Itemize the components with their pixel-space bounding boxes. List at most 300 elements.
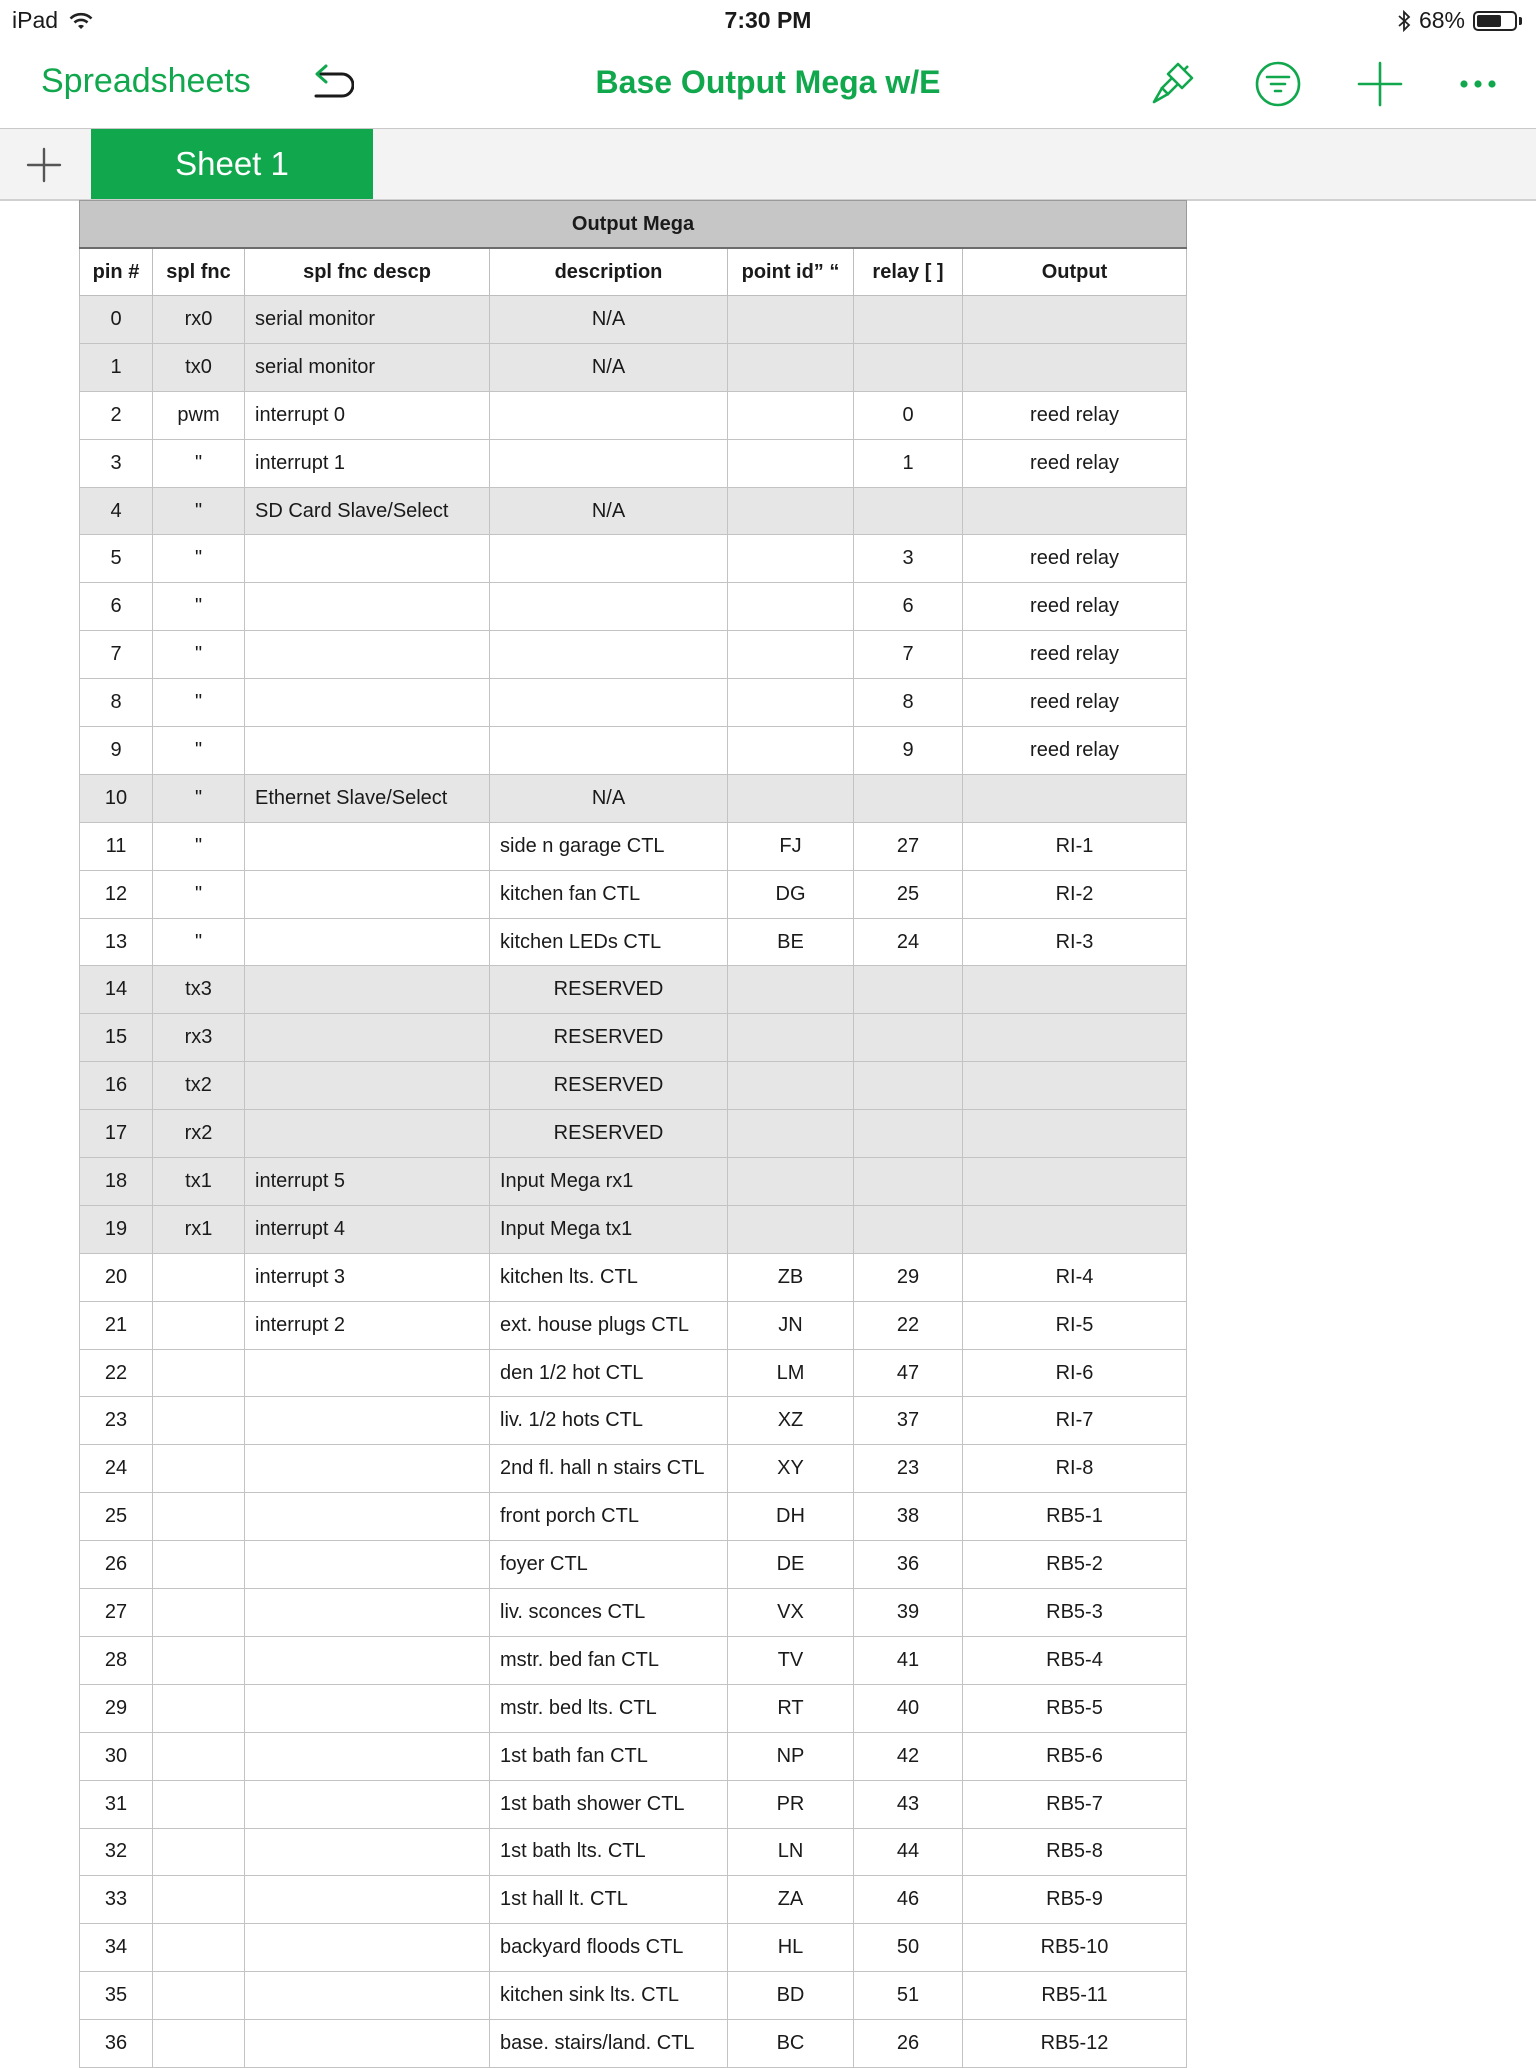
cell-point-id[interactable]: XZ	[728, 1397, 854, 1445]
cell-output[interactable]: reed relay	[963, 439, 1187, 487]
cell-point-id[interactable]	[728, 631, 854, 679]
cell-pin[interactable]: 6	[80, 583, 153, 631]
table-row	[80, 1732, 1187, 1780]
cell-point-id[interactable]: LM	[728, 1349, 854, 1397]
cell-description[interactable]: RESERVED	[490, 966, 728, 1014]
table-row	[80, 918, 1187, 966]
table-body	[80, 296, 1187, 2068]
cell-relay[interactable]: 43	[854, 1780, 963, 1828]
cell-output[interactable]	[963, 1205, 1187, 1253]
table-row	[80, 1493, 1187, 1541]
cell-spl-fnc[interactable]: tx1	[153, 1158, 245, 1206]
spreadsheets-back-button[interactable]: Spreadsheets	[41, 62, 251, 100]
cell-output[interactable]	[963, 774, 1187, 822]
cell-spl-fnc[interactable]	[153, 1876, 245, 1924]
add-icon[interactable]	[1354, 58, 1406, 110]
header-description[interactable]: description	[490, 248, 728, 296]
cell-spl-fnc-descp[interactable]	[245, 1924, 490, 1972]
cell-spl-fnc[interactable]: "	[153, 774, 245, 822]
cell-pin[interactable]: 21	[80, 1301, 153, 1349]
cell-spl-fnc[interactable]	[153, 1589, 245, 1637]
cell-relay[interactable]: 9	[854, 727, 963, 775]
cell-spl-fnc[interactable]: "	[153, 870, 245, 918]
header-pin[interactable]: pin #	[80, 248, 153, 296]
cell-point-id[interactable]	[728, 1158, 854, 1206]
header-relay[interactable]: relay [ ]	[854, 248, 963, 296]
cell-spl-fnc[interactable]	[153, 1253, 245, 1301]
cell-spl-fnc[interactable]	[153, 2020, 245, 2068]
cell-pin[interactable]: 12	[80, 870, 153, 918]
cell-spl-fnc[interactable]	[153, 1301, 245, 1349]
cell-spl-fnc-descp[interactable]	[245, 679, 490, 727]
cell-spl-fnc-descp[interactable]	[245, 1684, 490, 1732]
table-row	[80, 535, 1187, 583]
cell-spl-fnc-descp[interactable]	[245, 1397, 490, 1445]
cell-point-id[interactable]	[728, 535, 854, 583]
cell-pin[interactable]: 36	[80, 2020, 153, 2068]
cell-spl-fnc[interactable]: "	[153, 631, 245, 679]
cell-description[interactable]: kitchen LEDs CTL	[490, 918, 728, 966]
cell-output[interactable]: RB5-5	[963, 1684, 1187, 1732]
cell-point-id[interactable]: RT	[728, 1684, 854, 1732]
cell-spl-fnc-descp[interactable]: serial monitor	[245, 296, 490, 344]
cell-description[interactable]: foyer CTL	[490, 1541, 728, 1589]
cell-point-id[interactable]: TV	[728, 1636, 854, 1684]
cell-description[interactable]: 1st hall lt. CTL	[490, 1876, 728, 1924]
table-row	[80, 1684, 1187, 1732]
cell-spl-fnc-descp[interactable]: Ethernet Slave/Select	[245, 774, 490, 822]
cell-point-id[interactable]: DE	[728, 1541, 854, 1589]
table-row	[80, 296, 1187, 344]
cell-relay[interactable]	[854, 774, 963, 822]
cell-spl-fnc-descp[interactable]	[245, 2020, 490, 2068]
cell-spl-fnc[interactable]	[153, 1397, 245, 1445]
cell-description[interactable]: RESERVED	[490, 1062, 728, 1110]
cell-spl-fnc[interactable]: tx0	[153, 343, 245, 391]
cell-spl-fnc-descp[interactable]	[245, 1445, 490, 1493]
status-time: 7:30 PM	[724, 7, 812, 33]
cell-pin[interactable]: 28	[80, 1636, 153, 1684]
cell-pin[interactable]: 22	[80, 1349, 153, 1397]
cell-description[interactable]: kitchen lts. CTL	[490, 1253, 728, 1301]
cell-point-id[interactable]: BC	[728, 2020, 854, 2068]
cell-pin[interactable]: 31	[80, 1780, 153, 1828]
cell-point-id[interactable]	[728, 1110, 854, 1158]
cell-description[interactable]	[490, 679, 728, 727]
cell-spl-fnc[interactable]: pwm	[153, 391, 245, 439]
cell-relay[interactable]: 37	[854, 1397, 963, 1445]
table-row	[80, 1972, 1187, 2020]
cell-spl-fnc-descp[interactable]	[245, 583, 490, 631]
cell-spl-fnc[interactable]: tx3	[153, 966, 245, 1014]
cell-pin[interactable]: 8	[80, 679, 153, 727]
cell-point-id[interactable]	[728, 1205, 854, 1253]
cell-output[interactable]: RB5-8	[963, 1828, 1187, 1876]
cell-relay[interactable]: 22	[854, 1301, 963, 1349]
cell-spl-fnc[interactable]: "	[153, 918, 245, 966]
cell-relay[interactable]	[854, 343, 963, 391]
cell-description[interactable]: side n garage CTL	[490, 822, 728, 870]
cell-description[interactable]: N/A	[490, 296, 728, 344]
cell-spl-fnc-descp[interactable]: interrupt 1	[245, 439, 490, 487]
cell-pin[interactable]: 34	[80, 1924, 153, 1972]
table-row	[80, 1780, 1187, 1828]
cell-spl-fnc-descp[interactable]	[245, 1014, 490, 1062]
cell-relay[interactable]: 40	[854, 1684, 963, 1732]
table-row	[80, 1397, 1187, 1445]
cell-point-id[interactable]: NP	[728, 1732, 854, 1780]
cell-output[interactable]: RI-5	[963, 1301, 1187, 1349]
cell-description[interactable]	[490, 631, 728, 679]
cell-description[interactable]	[490, 583, 728, 631]
undo-icon[interactable]	[306, 62, 354, 108]
battery-percent: 68%	[1418, 7, 1465, 33]
cell-point-id[interactable]: XY	[728, 1445, 854, 1493]
cell-point-id[interactable]: ZB	[728, 1253, 854, 1301]
cell-spl-fnc-descp[interactable]	[245, 1636, 490, 1684]
cell-spl-fnc[interactable]: "	[153, 487, 245, 535]
cell-spl-fnc-descp[interactable]: interrupt 2	[245, 1301, 490, 1349]
cell-point-id[interactable]: LN	[728, 1828, 854, 1876]
tab-sheet-1[interactable]: Sheet 1	[91, 129, 373, 199]
cell-output[interactable]: RB5-12	[963, 2020, 1187, 2068]
cell-output[interactable]	[963, 1014, 1187, 1062]
cell-spl-fnc-descp[interactable]	[245, 1349, 490, 1397]
cell-output[interactable]: RI-3	[963, 918, 1187, 966]
cell-spl-fnc-descp[interactable]	[245, 631, 490, 679]
table-row	[80, 679, 1187, 727]
cell-output[interactable]: RI-6	[963, 1349, 1187, 1397]
battery-level	[1477, 15, 1501, 27]
cell-relay[interactable]: 0	[854, 391, 963, 439]
cell-description[interactable]: backyard floods CTL	[490, 1924, 728, 1972]
cell-point-id[interactable]	[728, 727, 854, 775]
header-spl-fnc[interactable]: spl fnc	[153, 248, 245, 296]
cell-description[interactable]: liv. sconces CTL	[490, 1589, 728, 1637]
cell-spl-fnc-descp[interactable]	[245, 1062, 490, 1110]
cell-point-id[interactable]	[728, 774, 854, 822]
cell-point-id[interactable]	[728, 487, 854, 535]
cell-spl-fnc[interactable]: rx1	[153, 1205, 245, 1253]
cell-spl-fnc-descp[interactable]: interrupt 4	[245, 1205, 490, 1253]
cell-output[interactable]: reed relay	[963, 583, 1187, 631]
cell-point-id[interactable]	[728, 1014, 854, 1062]
cell-spl-fnc-descp[interactable]	[245, 1493, 490, 1541]
output-mega-table	[79, 200, 1187, 2068]
cell-relay[interactable]	[854, 487, 963, 535]
cell-output[interactable]: RB5-3	[963, 1589, 1187, 1637]
cell-spl-fnc-descp[interactable]	[245, 1876, 490, 1924]
cell-spl-fnc[interactable]: rx3	[153, 1014, 245, 1062]
status-bar	[0, 0, 1536, 40]
cell-point-id[interactable]: JN	[728, 1301, 854, 1349]
device-name: iPad	[12, 7, 59, 33]
cell-relay[interactable]: 3	[854, 535, 963, 583]
cell-pin[interactable]: 26	[80, 1541, 153, 1589]
cell-relay[interactable]: 51	[854, 1972, 963, 2020]
cell-description[interactable]: N/A	[490, 774, 728, 822]
cell-relay[interactable]: 42	[854, 1732, 963, 1780]
cell-output[interactable]	[963, 1110, 1187, 1158]
cell-relay[interactable]: 6	[854, 583, 963, 631]
cell-output[interactable]	[963, 487, 1187, 535]
cell-relay[interactable]: 47	[854, 1349, 963, 1397]
cell-spl-fnc-descp[interactable]	[245, 870, 490, 918]
cell-pin[interactable]: 30	[80, 1732, 153, 1780]
cell-pin[interactable]: 11	[80, 822, 153, 870]
table-row	[80, 1445, 1187, 1493]
cell-pin[interactable]: 13	[80, 918, 153, 966]
cell-description[interactable]	[490, 727, 728, 775]
cell-spl-fnc-descp[interactable]: interrupt 5	[245, 1158, 490, 1206]
add-sheet-icon[interactable]	[18, 143, 70, 187]
cell-point-id[interactable]	[728, 296, 854, 344]
cell-spl-fnc-descp[interactable]	[245, 1780, 490, 1828]
cell-output[interactable]: RB5-11	[963, 1972, 1187, 2020]
cell-output[interactable]: reed relay	[963, 679, 1187, 727]
cell-point-id[interactable]	[728, 343, 854, 391]
cell-point-id[interactable]	[728, 1062, 854, 1110]
cell-point-id[interactable]: PR	[728, 1780, 854, 1828]
cell-spl-fnc-descp[interactable]	[245, 1732, 490, 1780]
cell-pin[interactable]: 4	[80, 487, 153, 535]
cell-spl-fnc-descp[interactable]	[245, 1110, 490, 1158]
filter-icon[interactable]	[1252, 58, 1304, 110]
table-row	[80, 1636, 1187, 1684]
cell-output[interactable]	[963, 343, 1187, 391]
cell-output[interactable]: RB5-2	[963, 1541, 1187, 1589]
cell-relay[interactable]: 7	[854, 631, 963, 679]
cell-description[interactable]: Input Mega tx1	[490, 1205, 728, 1253]
cell-description[interactable]: Input Mega rx1	[490, 1158, 728, 1206]
cell-spl-fnc-descp[interactable]: interrupt 0	[245, 391, 490, 439]
cell-relay[interactable]	[854, 1014, 963, 1062]
cell-point-id[interactable]	[728, 439, 854, 487]
cell-relay[interactable]: 25	[854, 870, 963, 918]
cell-relay[interactable]: 26	[854, 2020, 963, 2068]
cell-spl-fnc[interactable]: "	[153, 439, 245, 487]
cell-pin[interactable]: 29	[80, 1684, 153, 1732]
cell-spl-fnc[interactable]	[153, 1445, 245, 1493]
cell-point-id[interactable]	[728, 583, 854, 631]
cell-relay[interactable]: 1	[854, 439, 963, 487]
cell-relay[interactable]: 27	[854, 822, 963, 870]
cell-spl-fnc[interactable]: "	[153, 822, 245, 870]
cell-spl-fnc-descp[interactable]	[245, 1541, 490, 1589]
cell-spl-fnc[interactable]	[153, 1828, 245, 1876]
cell-pin[interactable]: 33	[80, 1876, 153, 1924]
cell-output[interactable]	[963, 1062, 1187, 1110]
cell-relay[interactable]: 39	[854, 1589, 963, 1637]
cell-description[interactable]: 1st bath shower CTL	[490, 1780, 728, 1828]
cell-spl-fnc[interactable]	[153, 1684, 245, 1732]
table-row	[80, 870, 1187, 918]
cell-point-id[interactable]: DH	[728, 1493, 854, 1541]
cell-spl-fnc[interactable]	[153, 1541, 245, 1589]
cell-output[interactable]: RB5-10	[963, 1924, 1187, 1972]
cell-relay[interactable]	[854, 966, 963, 1014]
cell-description[interactable]: 2nd fl. hall n stairs CTL	[490, 1445, 728, 1493]
cell-spl-fnc[interactable]	[153, 1349, 245, 1397]
cell-relay[interactable]	[854, 1158, 963, 1206]
cell-point-id[interactable]: ZA	[728, 1876, 854, 1924]
cell-point-id[interactable]: BE	[728, 918, 854, 966]
cell-spl-fnc[interactable]: "	[153, 727, 245, 775]
cell-description[interactable]	[490, 391, 728, 439]
cell-point-id[interactable]	[728, 391, 854, 439]
cell-output[interactable]: RI-2	[963, 870, 1187, 918]
table-row	[80, 774, 1187, 822]
cell-description[interactable]: liv. 1/2 hots CTL	[490, 1397, 728, 1445]
cell-relay[interactable]: 38	[854, 1493, 963, 1541]
cell-pin[interactable]: 35	[80, 1972, 153, 2020]
cell-output[interactable]: RI-4	[963, 1253, 1187, 1301]
cell-description[interactable]: 1st bath fan CTL	[490, 1732, 728, 1780]
cell-pin[interactable]: 10	[80, 774, 153, 822]
cell-output[interactable]: reed relay	[963, 535, 1187, 583]
cell-pin[interactable]: 3	[80, 439, 153, 487]
cell-pin[interactable]: 18	[80, 1158, 153, 1206]
header-point-id[interactable]: point id” “	[728, 248, 854, 296]
cell-output[interactable]: RB5-1	[963, 1493, 1187, 1541]
cell-point-id[interactable]: VX	[728, 1589, 854, 1637]
cell-relay[interactable]: 46	[854, 1876, 963, 1924]
cell-relay[interactable]: 41	[854, 1636, 963, 1684]
cell-pin[interactable]: 5	[80, 535, 153, 583]
cell-spl-fnc-descp[interactable]	[245, 918, 490, 966]
cell-output[interactable]: reed relay	[963, 391, 1187, 439]
cell-output[interactable]: RB5-9	[963, 1876, 1187, 1924]
cell-spl-fnc-descp[interactable]	[245, 822, 490, 870]
cell-pin[interactable]: 25	[80, 1493, 153, 1541]
cell-spl-fnc-descp[interactable]	[245, 1828, 490, 1876]
cell-relay[interactable]: 24	[854, 918, 963, 966]
spreadsheet-area	[79, 200, 1187, 2068]
cell-pin[interactable]: 17	[80, 1110, 153, 1158]
cell-description[interactable]: ext. house plugs CTL	[490, 1301, 728, 1349]
cell-output[interactable]	[963, 1158, 1187, 1206]
cell-description[interactable]: den 1/2 hot CTL	[490, 1349, 728, 1397]
cell-relay[interactable]: 29	[854, 1253, 963, 1301]
cell-spl-fnc[interactable]: "	[153, 679, 245, 727]
cell-pin[interactable]: 2	[80, 391, 153, 439]
cell-output[interactable]: RI-8	[963, 1445, 1187, 1493]
cell-relay[interactable]: 36	[854, 1541, 963, 1589]
cell-pin[interactable]: 7	[80, 631, 153, 679]
cell-spl-fnc[interactable]	[153, 1636, 245, 1684]
cell-pin[interactable]: 27	[80, 1589, 153, 1637]
cell-description[interactable]: mstr. bed lts. CTL	[490, 1684, 728, 1732]
cell-relay[interactable]: 50	[854, 1924, 963, 1972]
cell-pin[interactable]: 14	[80, 966, 153, 1014]
cell-spl-fnc[interactable]	[153, 1780, 245, 1828]
cell-spl-fnc[interactable]: rx2	[153, 1110, 245, 1158]
cell-spl-fnc[interactable]: tx2	[153, 1062, 245, 1110]
cell-description[interactable]: front porch CTL	[490, 1493, 728, 1541]
cell-relay[interactable]	[854, 1110, 963, 1158]
table-row	[80, 2020, 1187, 2068]
cell-spl-fnc[interactable]: "	[153, 583, 245, 631]
cell-pin[interactable]: 16	[80, 1062, 153, 1110]
cell-spl-fnc-descp[interactable]	[245, 1589, 490, 1637]
cell-output[interactable]: RB5-7	[963, 1780, 1187, 1828]
cell-point-id[interactable]: FJ	[728, 822, 854, 870]
cell-pin[interactable]: 20	[80, 1253, 153, 1301]
more-icon[interactable]	[1452, 58, 1504, 110]
cell-description[interactable]: N/A	[490, 487, 728, 535]
cell-output[interactable]: RI-7	[963, 1397, 1187, 1445]
header-spl-fnc-descp[interactable]: spl fnc descp	[245, 248, 490, 296]
cell-spl-fnc-descp[interactable]	[245, 966, 490, 1014]
cell-output[interactable]: reed relay	[963, 631, 1187, 679]
cell-spl-fnc[interactable]: "	[153, 535, 245, 583]
cell-relay[interactable]: 44	[854, 1828, 963, 1876]
cell-point-id[interactable]: BD	[728, 1972, 854, 2020]
cell-relay[interactable]	[854, 1205, 963, 1253]
cell-pin[interactable]: 24	[80, 1445, 153, 1493]
cell-pin[interactable]: 9	[80, 727, 153, 775]
table-header-row	[80, 248, 1187, 296]
cell-description[interactable]: mstr. bed fan CTL	[490, 1636, 728, 1684]
cell-output[interactable]: RB5-6	[963, 1732, 1187, 1780]
cell-description[interactable]	[490, 535, 728, 583]
cell-output[interactable]	[963, 966, 1187, 1014]
cell-output[interactable]: reed relay	[963, 727, 1187, 775]
cell-point-id[interactable]	[728, 966, 854, 1014]
cell-relay[interactable]: 23	[854, 1445, 963, 1493]
cell-output[interactable]: RI-1	[963, 822, 1187, 870]
cell-spl-fnc[interactable]	[153, 1493, 245, 1541]
cell-output[interactable]: RB5-4	[963, 1636, 1187, 1684]
cell-spl-fnc-descp[interactable]	[245, 1972, 490, 2020]
cell-description[interactable]: kitchen fan CTL	[490, 870, 728, 918]
cell-relay[interactable]	[854, 296, 963, 344]
cell-spl-fnc[interactable]	[153, 1924, 245, 1972]
cell-description[interactable]: kitchen sink lts. CTL	[490, 1972, 728, 2020]
cell-spl-fnc-descp[interactable]: interrupt 3	[245, 1253, 490, 1301]
cell-pin[interactable]: 19	[80, 1205, 153, 1253]
header-output[interactable]: Output	[963, 248, 1187, 296]
cell-description[interactable]: N/A	[490, 343, 728, 391]
cell-relay[interactable]: 8	[854, 679, 963, 727]
cell-spl-fnc[interactable]	[153, 1972, 245, 2020]
cell-spl-fnc[interactable]	[153, 1732, 245, 1780]
cell-description[interactable]: 1st bath lts. CTL	[490, 1828, 728, 1876]
cell-description[interactable]: base. stairs/land. CTL	[490, 2020, 728, 2068]
cell-pin[interactable]: 0	[80, 296, 153, 344]
cell-spl-fnc-descp[interactable]	[245, 535, 490, 583]
cell-spl-fnc-descp[interactable]: serial monitor	[245, 343, 490, 391]
cell-pin[interactable]: 23	[80, 1397, 153, 1445]
cell-spl-fnc-descp[interactable]	[245, 727, 490, 775]
cell-output[interactable]	[963, 296, 1187, 344]
cell-description[interactable]: RESERVED	[490, 1110, 728, 1158]
cell-description[interactable]	[490, 439, 728, 487]
cell-relay[interactable]	[854, 1062, 963, 1110]
cell-pin[interactable]: 15	[80, 1014, 153, 1062]
cell-spl-fnc[interactable]: rx0	[153, 296, 245, 344]
cell-point-id[interactable]: HL	[728, 1924, 854, 1972]
cell-pin[interactable]: 1	[80, 343, 153, 391]
format-brush-icon[interactable]	[1148, 58, 1200, 110]
cell-description[interactable]: RESERVED	[490, 1014, 728, 1062]
cell-point-id[interactable]	[728, 679, 854, 727]
cell-spl-fnc-descp[interactable]: SD Card Slave/Select	[245, 487, 490, 535]
cell-point-id[interactable]: DG	[728, 870, 854, 918]
table-row	[80, 1205, 1187, 1253]
table-row	[80, 1828, 1187, 1876]
cell-pin[interactable]: 32	[80, 1828, 153, 1876]
